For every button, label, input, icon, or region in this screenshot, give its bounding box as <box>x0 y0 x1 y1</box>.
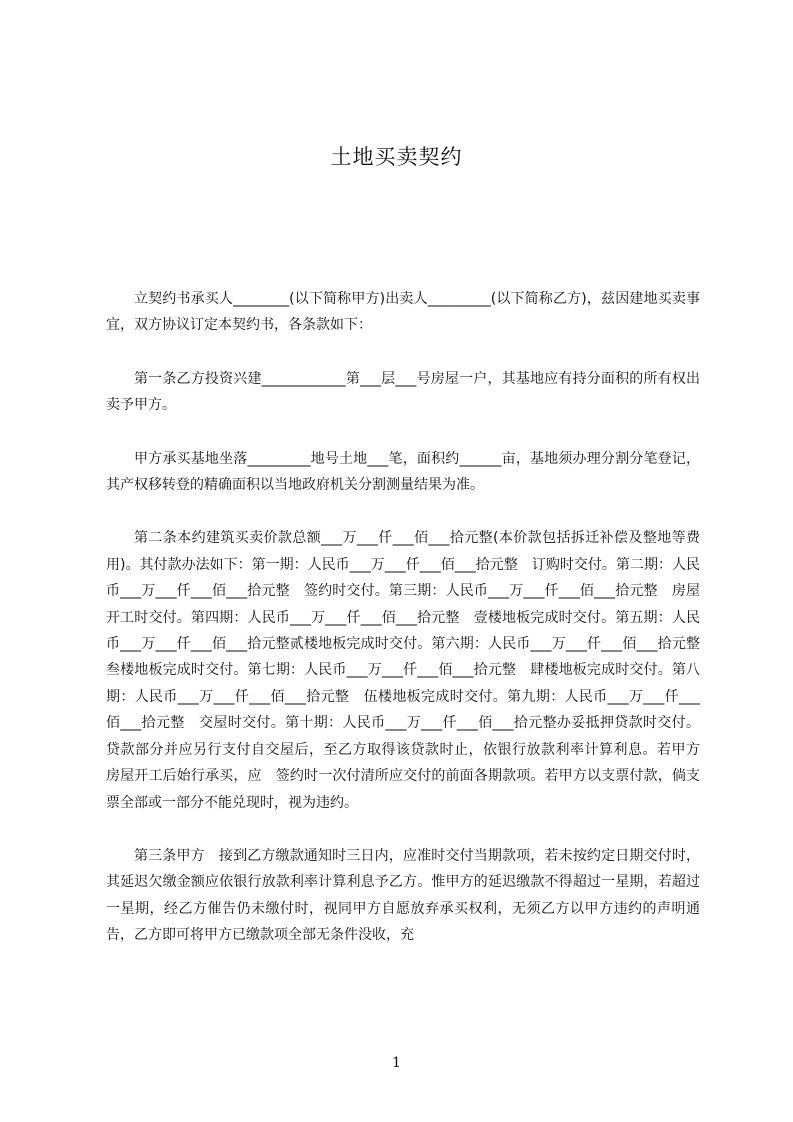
paragraph-article-2: 第二条本约建筑买卖价款总额___万___仟___佰___拾元整(本价款包括拆迁补偿及整地等费用)。其付款办法如下：第一期：人民币___万___仟___佰___拾元整 订购时交付。第二期：人民币___万___仟___佰___拾元整 签约时交付。第三期：人民币___万___仟___佰___拾元整 房屋开工时交付。第四期：人民币___万___仟___佰___拾元整 壹楼地板完成时交付。第五期：人民币___万___仟___佰___拾元整贰楼地板完成时交付。第六期：人民币___万___仟___佰___拾元整 叁楼地板完成时交付。第七期：人民币___万___仟___佰___拾元整 肆楼地板完成时交付。第八期：人民币___万___仟___佰___拾元整 伍楼地板完成时交付。第九期：人民币___万___仟___佰___拾元整 交屋时交付。第十期：人民币___万___仟___佰___拾元整办妥抵押贷款时交付。贷款部分并应另行支付自交屋后，至乙方取得该贷款时止，依银行放款利率计算利息。若甲方 房屋开工后始行承买，应 签约时一次付清所应交付的前面各期款项。若甲方以支票付款，倘支票全部或一部分不能兑现时，视为违约。 <box>106 530 714 811</box>
paragraph-article-3: 第三条甲方 接到乙方缴款通知时三日内，应准时交付当期款项，若未按约定日期交付时，其延迟欠缴金额应依银行放款利率计算利息予乙方。惟甲方的延迟缴款不得超过一星期，若超过一星期，经乙方催告仍未缴付时，视同甲方自愿放弃承买权利，无须乙方以甲方违约的声明通告，乙方即可将甲方已缴款项全部无条件没收，充 <box>106 847 700 944</box>
paragraph-preamble: 立契约书承买人________(以下简称甲方)出卖人_________(以下简称乙方)，兹因建地买卖事宜，双方协议订定本契约书，各条款如下： <box>106 291 700 334</box>
paragraph-article-1: 第一条乙方投资兴建____________第___层___号房屋一户，其基地应有持分面积的所有权出卖予甲方。 <box>106 370 700 414</box>
page-number: 1 <box>392 1055 401 1071</box>
paragraph-land-location: 甲方承买基地坐落_________地号土地___笔，面积约______亩，基地须办理分割分笔登记，其产权移转登的精确面积以当地政府机关分割测量结果为准。 <box>106 450 700 494</box>
document-title: 土地买卖契约 <box>330 145 463 169</box>
document-body <box>106 286 714 976</box>
